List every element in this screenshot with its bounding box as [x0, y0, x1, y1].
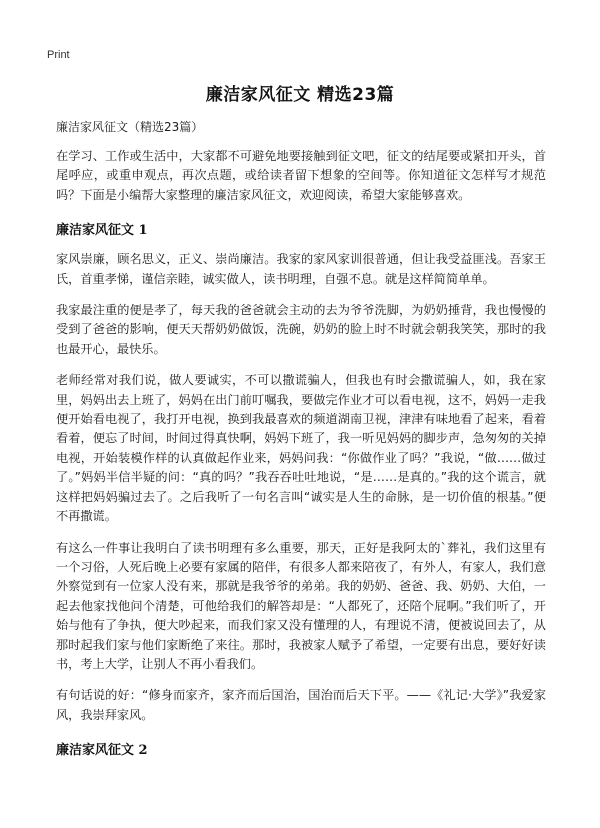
document-title: 廉洁家风征文 精选23篇: [205, 85, 395, 105]
print-label: Print: [47, 49, 70, 61]
section-heading-1: 廉洁家风征文 1: [56, 223, 148, 239]
document-body: [56, 118, 546, 770]
section-1-paragraph: 有句话说的好：“修身而家齐，家齐而后国治，国治而后天下平。——《礼记·大学》”我爱家风，我崇拜家风。: [56, 688, 546, 722]
section-1-paragraph: 我家最注重的便是孝了，每天我的爸爸就会主动的去为爷爷洗脚，为奶奶捶背，我也慢慢的受到了爸爸的影响，便天天帮奶奶做饭，洗碗，奶奶的脸上时不时就会朝我笑笑，那时的我也最开心，最快乐。: [56, 303, 546, 356]
document-subtitle: 廉洁家风征文（精选23篇）: [56, 120, 204, 134]
section-heading-2: 廉洁家风征文 2: [56, 743, 148, 759]
section-1-paragraph: 家风崇廉，顾名思义，正义、崇尚廉洁。我家的家风家训很普通，但让我受益匪浅。吾家王氏，首重孝悌，谨信亲睦，诚实做人，读书明理，自强不息。就是这样简简单单。: [56, 252, 546, 286]
intro-paragraph: 在学习、工作或生活中，大家都不可避免地要接触到征文吧，征文的结尾要或紧扣开头，首尾呼应，或重申观点，再次点题，或给读者留下想象的空间等。你知道征文怎样写才规范吗？下面是小编帮大家整理的廉洁家风征文，欢迎阅读，希望大家能够喜欢。: [56, 149, 546, 202]
section-1-paragraph: 老师经常对我们说，做人要诚实，不可以撒谎骗人，但我也有时会撒谎骗人，如，我在家里，妈妈出去上班了，妈妈在出门前叮嘱我，要做完作业才可以看电视，这不，妈妈一走我便开始看电视了，我打开电视，换到我最喜欢的频道湖南卫视，津津有味地看了起来，看着看着，便忘了时间，时间过得真快啊，妈妈下班了，我一听见妈妈的脚步声，急匆匆的关掉电视，开始装模作样的认真做起作业来，妈妈问我：“你做作业了吗？”我说，“做……做过了。”妈妈半信半疑的问：“真的吗？”我吞吞吐吐地说，“是……是真的。”我的这个谎言，就这样把妈妈骗过去了。之后我听了一句名言叫“诚实是人生的命脉，是一切价值的根基。”便不再撒谎。: [56, 373, 546, 524]
section-1-paragraph: 有这么一件事让我明白了读书明理有多么重要，那天，正好是我阿太的`葬礼，我们这里有一个习俗，人死后晚上必要有家属的陪伴，有很多人都来陪夜了，有外人，有家人，我们意外察觉到有一位家人没有来，那就是我爷爷的弟弟。我的奶奶、爸爸、我、奶奶、大伯，一起去他家找他问个清楚，可他给我们的解答却是：“人都死了，还陪个屁啊。”我们听了，开始与他有了争执，便大吵起来，而我们家又没有懂理的人，有理说不清，便被说回去了，从那时起我们家与他们家断绝了来往。那时，我被家人赋予了希望，一定要有出息，要好好读书，考上大学，让别人不再小看我们。: [56, 540, 546, 671]
